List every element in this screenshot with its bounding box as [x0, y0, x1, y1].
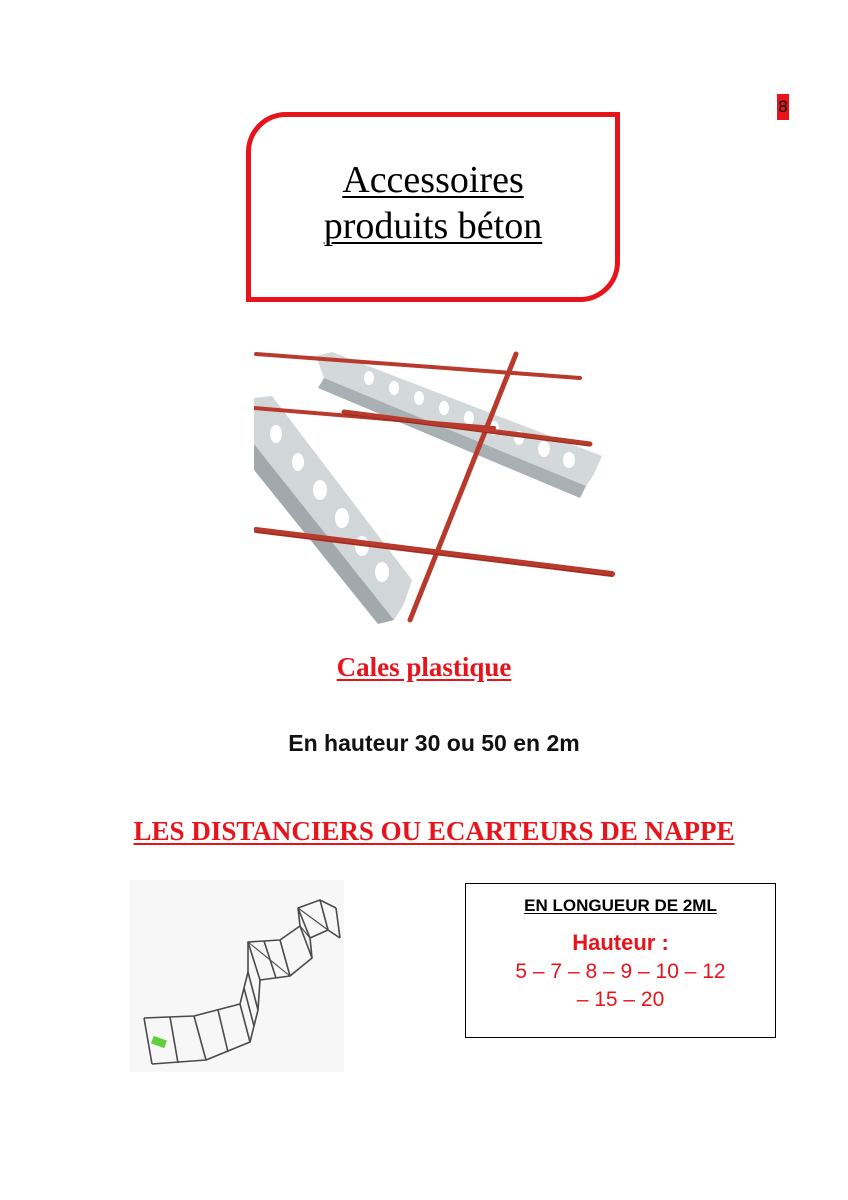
distanciers-heading: LES DISTANCIERS OU ECARTEURS DE NAPPE [133, 816, 735, 846]
info-title: EN LONGUEUR DE 2ML [524, 896, 717, 915]
cales-heading: Cales plastique [336, 652, 512, 682]
cales-plastique-photo [254, 348, 616, 624]
page-title-line-2: produits béton [323, 205, 543, 247]
distancier-info-box [465, 883, 776, 1038]
cales-dimensions: En hauteur 30 ou 50 en 2m [288, 730, 580, 756]
page-title [251, 157, 615, 249]
title-box [246, 112, 620, 302]
page-number: 8 [777, 94, 789, 120]
info-hauteur-label: Hauteur : [572, 930, 669, 955]
info-values-line-1: 5 – 7 – 8 – 9 – 10 – 12 [515, 960, 726, 983]
info-values-line-2: – 15 – 20 [576, 988, 665, 1011]
page-title-line-1: Accessoires [342, 159, 524, 201]
info-hauteur-values [466, 958, 775, 1014]
distancier-photo [130, 880, 344, 1072]
